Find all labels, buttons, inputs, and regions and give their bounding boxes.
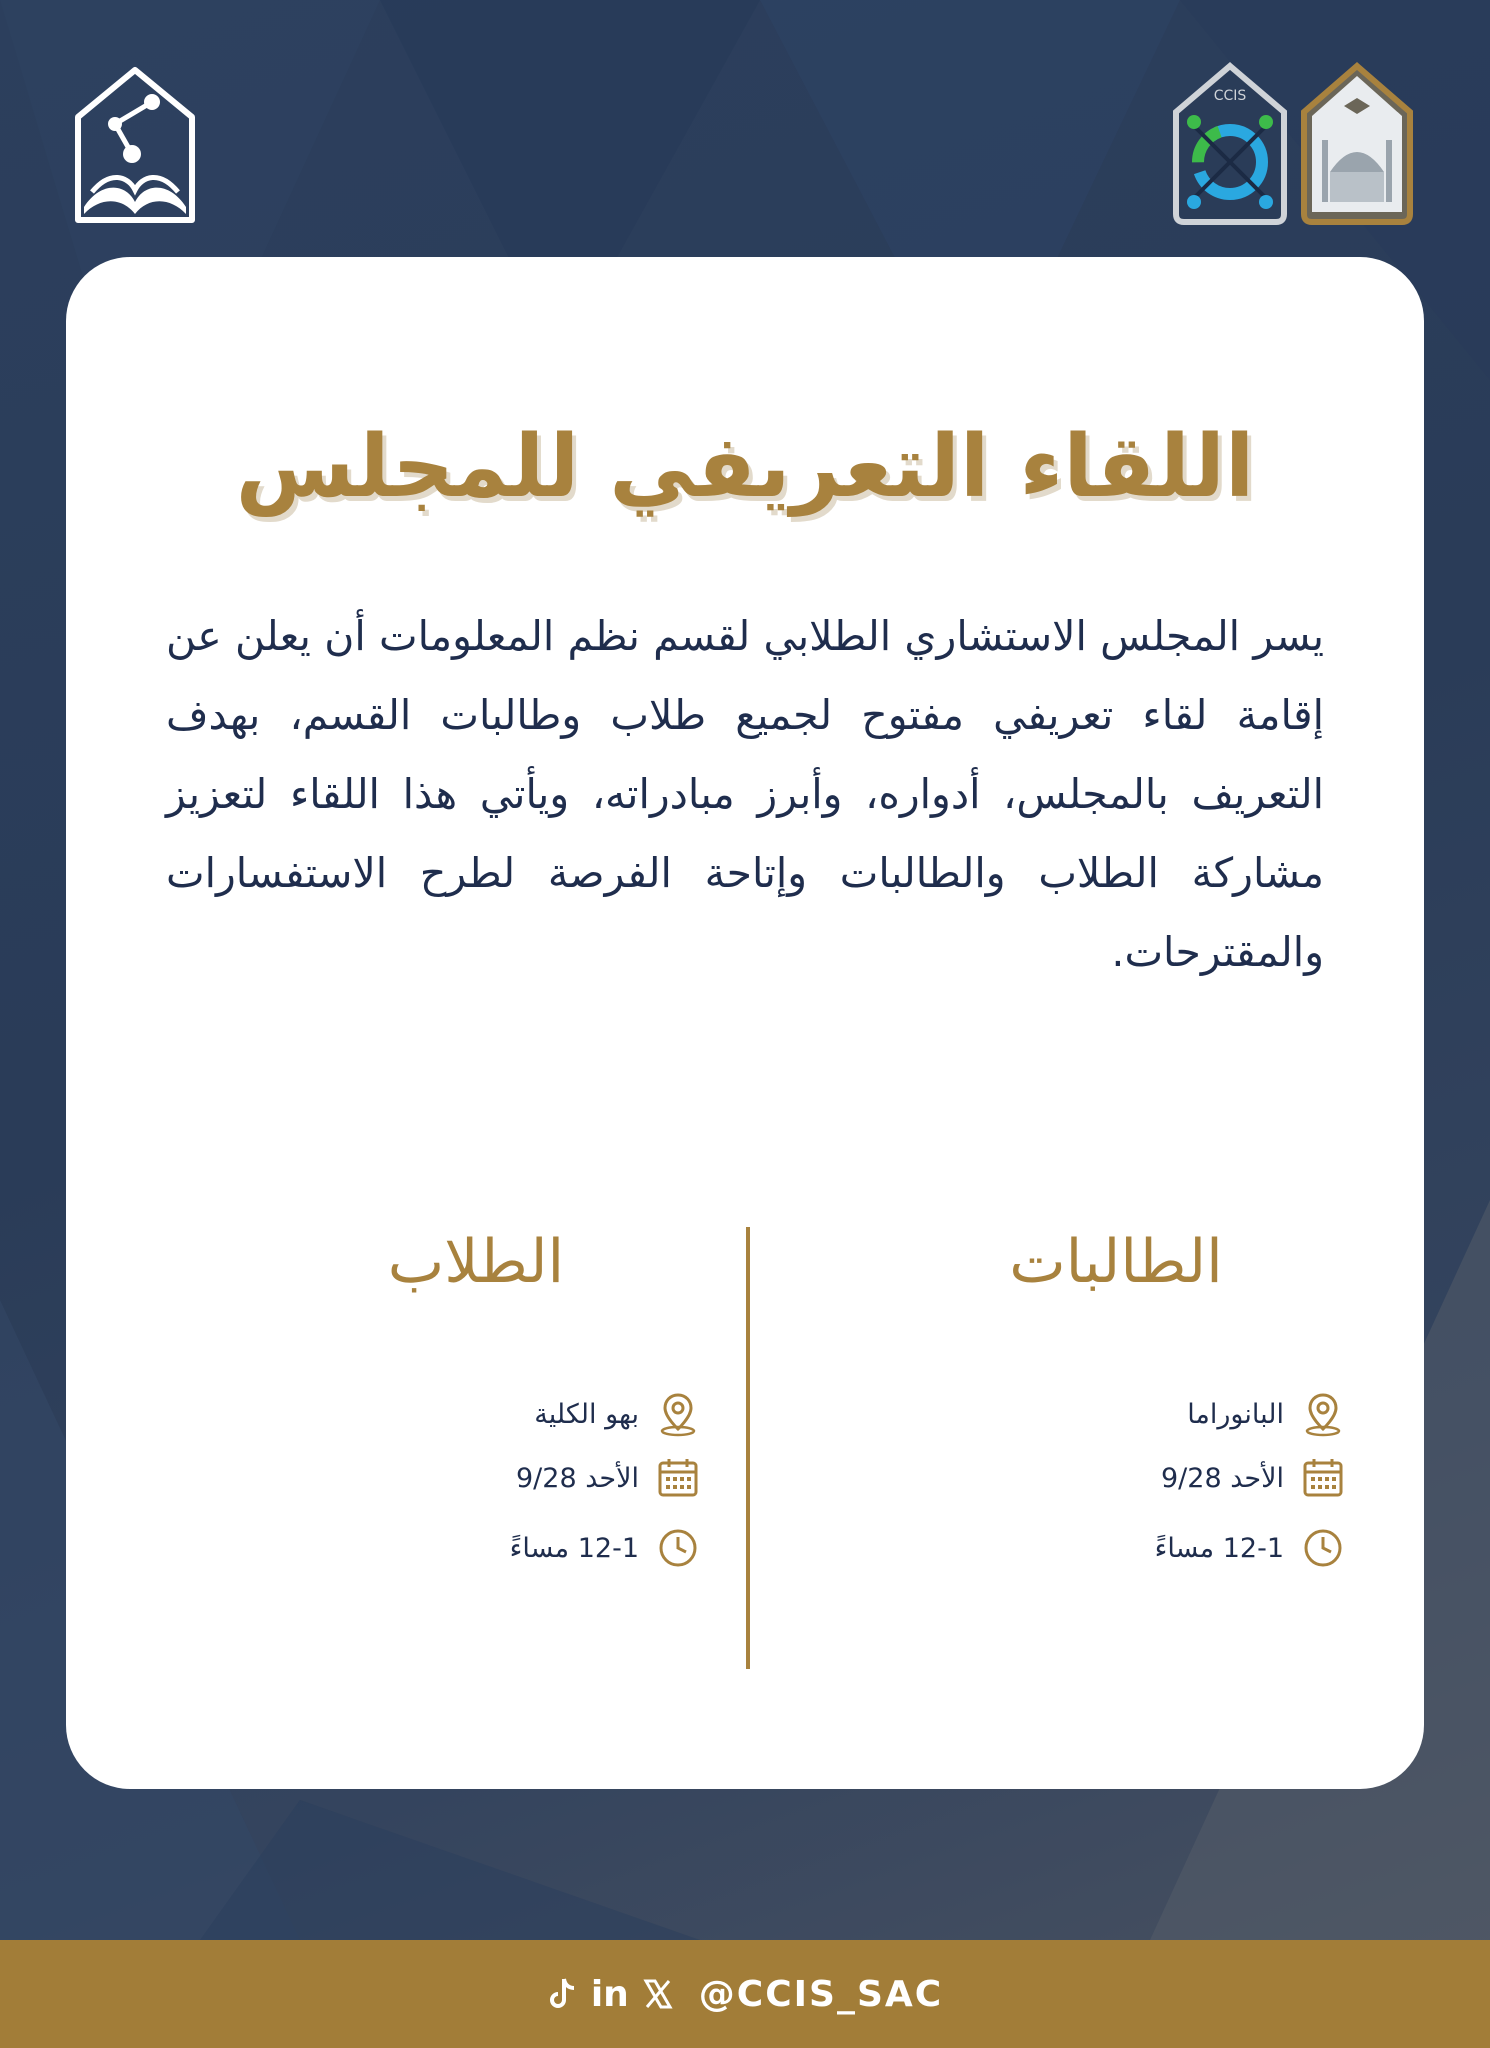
clock-icon [1300,1525,1346,1571]
location-pin-icon [655,1391,701,1437]
page-title: اللقاء التعريفي للمجلس [235,417,1255,517]
social-links [0,1940,1490,2048]
female-date-row [786,1455,1346,1501]
ccis-logo-text: CCIS [1213,88,1247,104]
female-section-title: الطالبات [1009,1227,1223,1297]
social-handle[interactable]: @CCIS_SAC [698,1973,944,2015]
calendar-icon [655,1455,701,1501]
council-logo-icon [70,62,200,232]
announcement-body: يسر المجلس الاستشاري الطلابي لقسم نظم المعلومات أن يعلن عن إقامة لقاء تعريفي مفتوح لجميع طلاب وطالبات القسم، بهدف التعريف بالمجلس، أدواره، وأبرز مبادراته، ويأتي هذا اللقاء لتعزيز مشاركة الطلاب والطالبات وإتاحة الفرصة لطرح الاستفسارات والمقترحات. [166,612,1324,976]
location-pin-icon [1300,1391,1346,1437]
male-time-row [146,1525,701,1571]
calendar-icon [1300,1455,1346,1501]
male-date: الأحد 9/28 [516,1462,639,1494]
male-date-row [146,1455,701,1501]
male-section-title: الطلاب [387,1227,565,1297]
female-location-row [786,1391,1346,1437]
footer-bar [0,1940,1490,2048]
female-time-row [786,1525,1346,1571]
column-divider [746,1227,750,1669]
female-time: 12-1 مساءً [1154,1532,1284,1564]
clock-icon [655,1525,701,1571]
university-logo-icon [1300,62,1414,226]
male-time: 12-1 مساءً [509,1532,639,1564]
announcement-card [66,257,1424,1789]
ccis-logo-icon [1170,62,1290,226]
female-date: الأحد 9/28 [1161,1462,1284,1494]
male-location: بهو الكلية [534,1398,639,1430]
male-location-row [146,1391,701,1437]
linkedin-icon[interactable]: in [590,1973,629,2015]
female-location: البانوراما [1187,1398,1284,1430]
x-icon[interactable] [643,1974,673,2014]
tiktok-icon[interactable] [547,1974,577,2014]
